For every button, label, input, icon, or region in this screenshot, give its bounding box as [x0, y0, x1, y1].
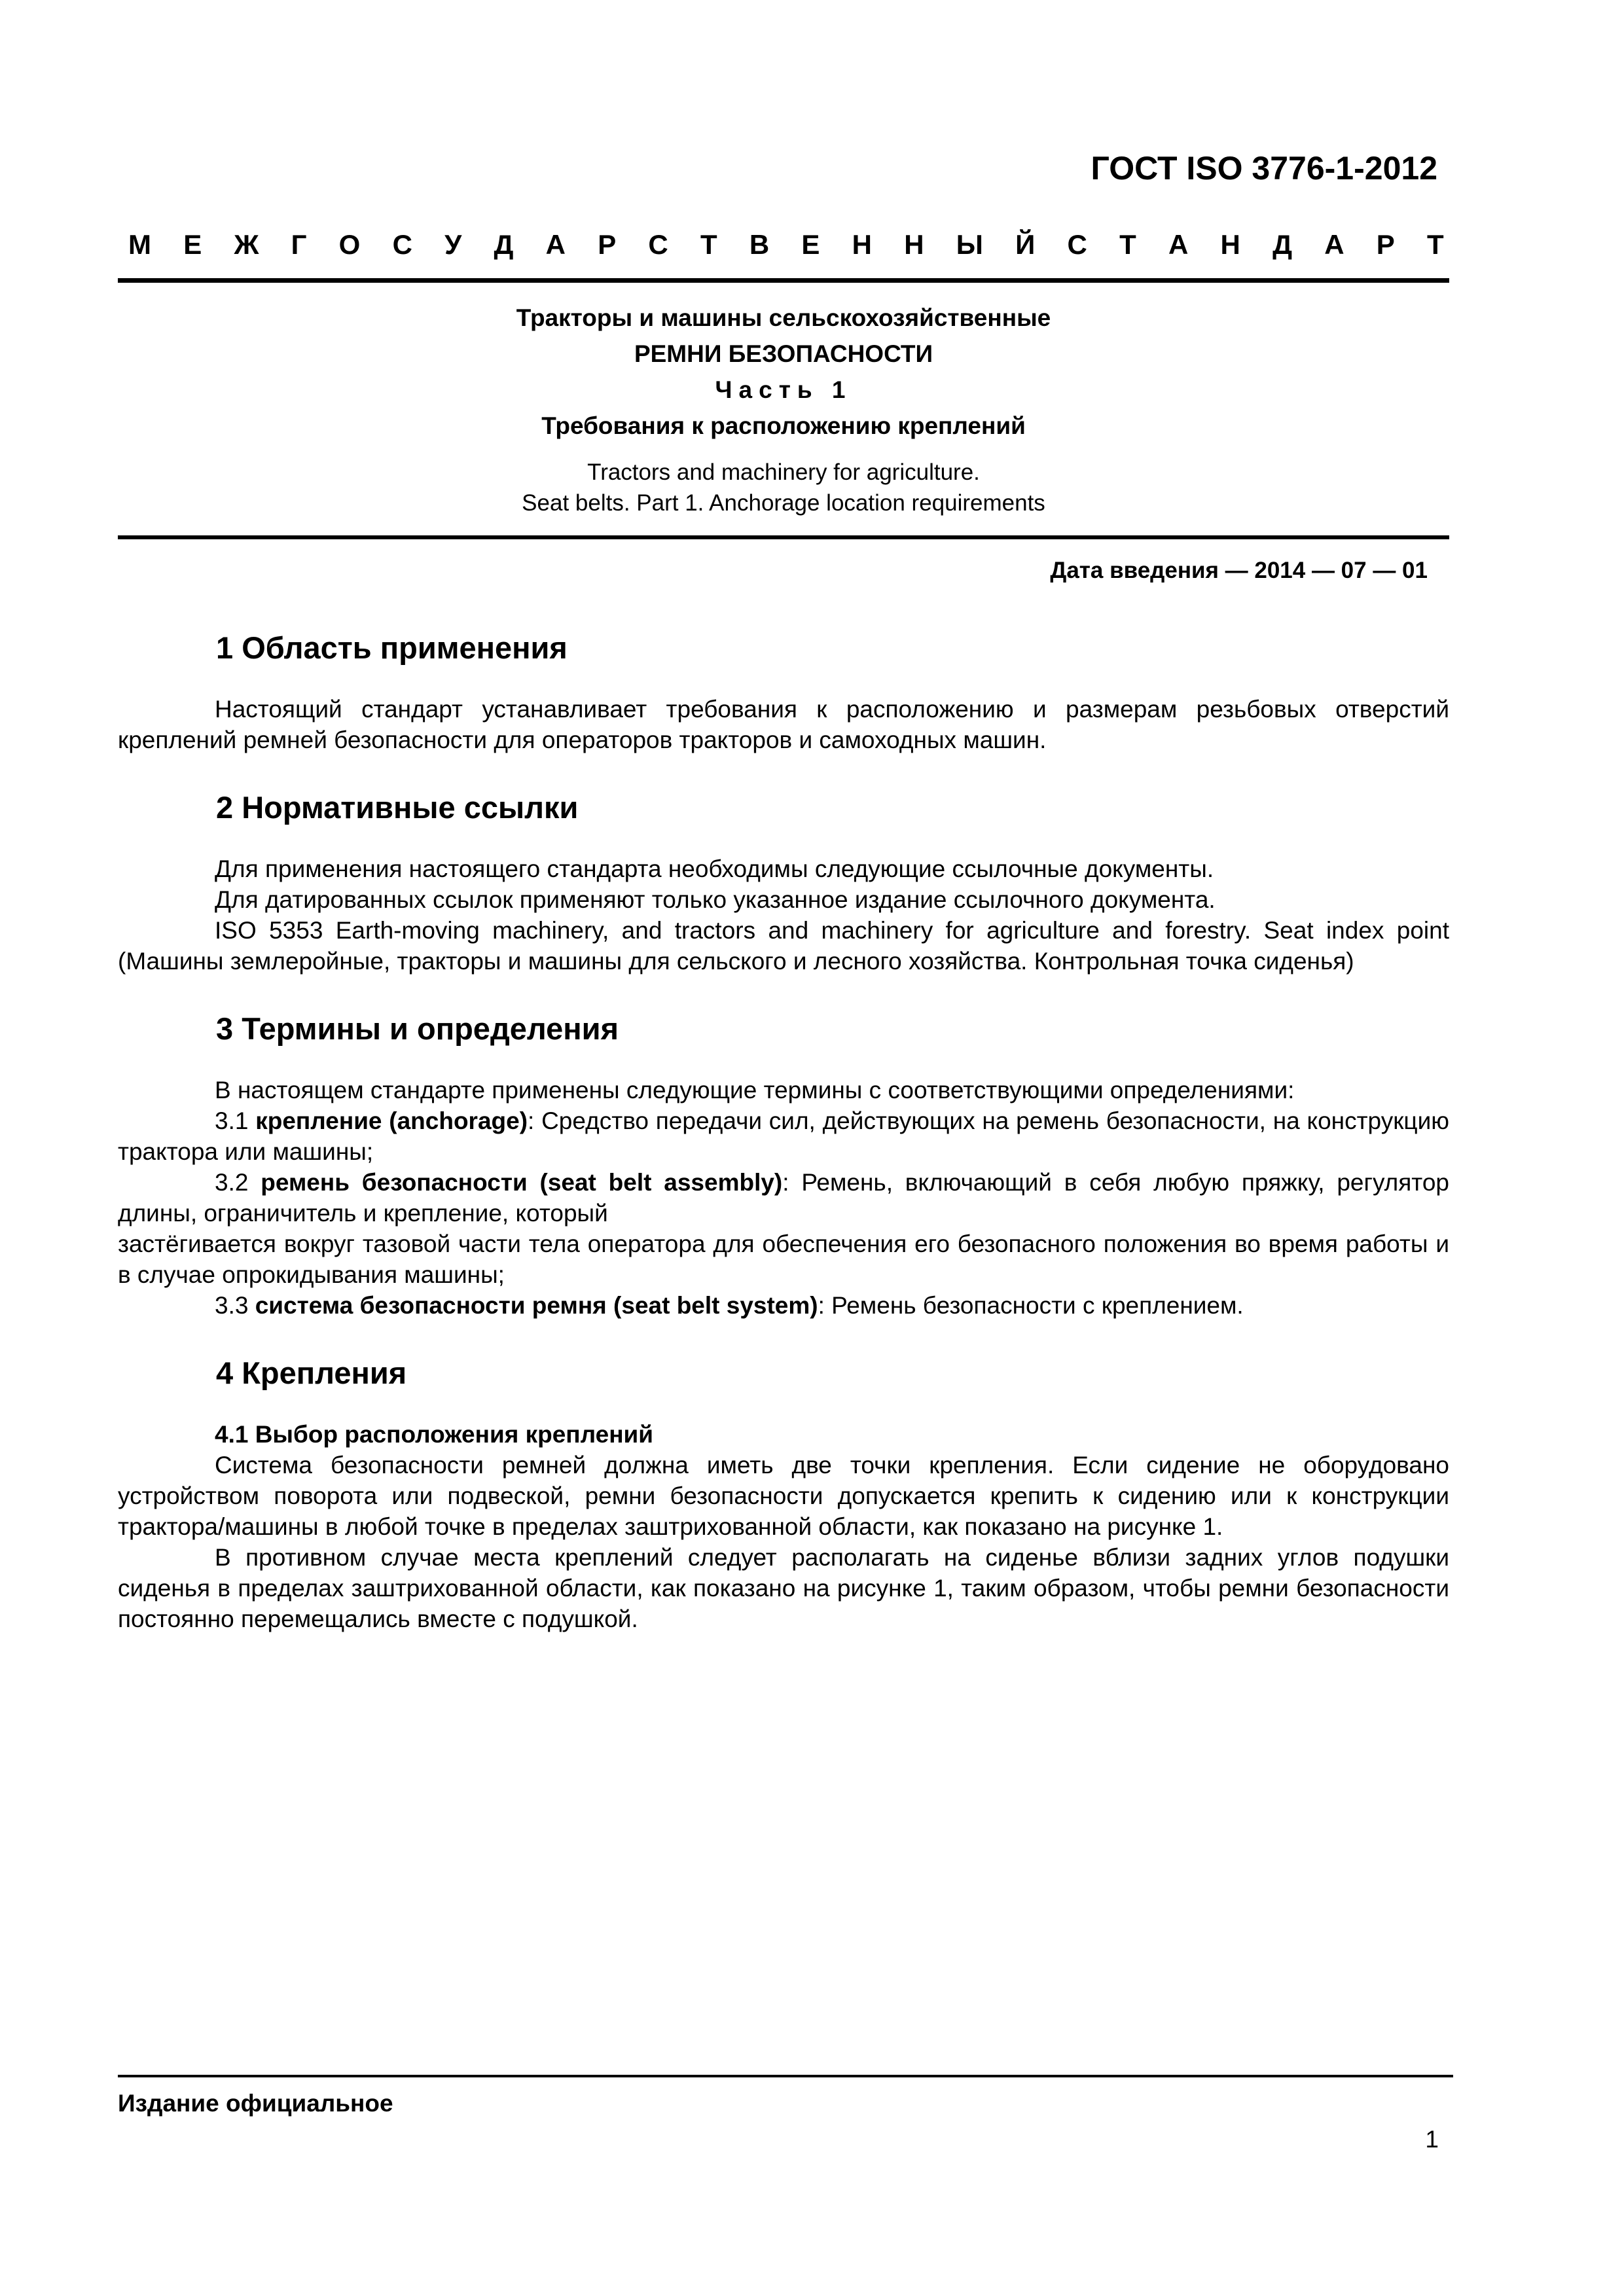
interstate-letter: Г [291, 229, 307, 260]
title-line-1: Тракторы и машины сельскохозяйственные [516, 304, 1051, 331]
english-title-line-2: Seat belts. Part 1. Anchorage location requirements [522, 490, 1045, 516]
interstate-letter: Е [801, 229, 820, 260]
section-4-paragraph-2: В противном случае места креплений следует располагать на сиденье вблизи задних углов подушки сиденья в пределах заштрихованной области, как показано на рисунке 1, таким образом, чтобы ремни безопасности постоянно перемещались вместе с подушкой. [118, 1544, 1449, 1632]
title-line-4: Требования к расположению креплений [541, 412, 1026, 439]
interstate-letter: У [444, 229, 462, 260]
term-3-2-term: ремень безопасности (seat belt assembly) [261, 1169, 783, 1196]
footer-rule [118, 2075, 1453, 2077]
title-rule [118, 535, 1449, 539]
interstate-letter: Й [1015, 229, 1036, 260]
interstate-letter: С [1067, 229, 1087, 260]
term-3-1-definition: : Средство передачи сил, действующих на ремень безопасности, на конструкцию трактора или машины; [118, 1107, 1449, 1165]
interstate-letter: Р [1376, 229, 1395, 260]
section-1-paragraph: Настоящий стандарт устанавливает требования к расположению и размерам резьбовых отверстий креплений ремней безопасности для операторов тракторов и самоходных машин. [118, 696, 1449, 753]
section-2-paragraph-2: Для датированных ссылок применяют только указанное издание ссылочного документа. [215, 886, 1216, 913]
term-3-2-definition: : Ремень, включающий в себя любую пряжку, регулятор длины, ограничитель и крепление, который [118, 1169, 1449, 1227]
interstate-letter: А [1168, 229, 1189, 260]
interstate-letter: Т [1119, 229, 1136, 260]
interstate-letter: Н [904, 229, 924, 260]
section-4-heading: 4 Крепления [216, 1355, 407, 1390]
document-body [118, 628, 1449, 1634]
term-3-2-number: 3.2 [215, 1169, 261, 1196]
official-edition-label: Издание официальное [118, 2090, 393, 2117]
section-3-intro: В настоящем стандарте применены следующие термины с соответствующими определениями: [215, 1077, 1295, 1103]
gost-number: ГОСТ ISO 3776-1-2012 [1091, 150, 1437, 187]
interstate-letter: В [749, 229, 770, 260]
interstate-letter: С [392, 229, 412, 260]
section-1-heading: 1 Область применения [216, 630, 568, 665]
section-2-paragraph-1: Для применения настоящего стандарта необходимы следующие ссылочные документы. [215, 855, 1214, 882]
date-of-introduction: Дата введения — 2014 — 07 — 01 [1050, 558, 1428, 583]
interstate-letter: А [1324, 229, 1344, 260]
page-number: 1 [1425, 2126, 1439, 2153]
section-4-paragraph-1: Система безопасности ремней должна иметь две точки крепления. Если сидение не оборудовано устройством поворота или подвеской, ремни безопасности допускается крепить к сидению или к конструкции трактора/машины в любой точке в пределах заштрихованной области, как показано на рисунке 1. [118, 1452, 1449, 1540]
english-title [118, 457, 1449, 518]
title-block [118, 300, 1449, 518]
term-3-3-definition: : Ремень безопасности с креплением. [818, 1292, 1244, 1319]
interstate-letter: Н [852, 229, 872, 260]
title-line-2: РЕМНИ БЕЗОПАСНОСТИ [634, 340, 933, 367]
english-title-line-1: Tractors and machinery for agriculture. [587, 459, 980, 485]
header-rule [118, 278, 1449, 283]
interstate-letter: Т [700, 229, 717, 260]
interstate-standard-label [128, 229, 1444, 260]
interstate-letter: Д [1272, 229, 1293, 260]
interstate-letter: Т [1427, 229, 1444, 260]
term-3-2-continuation: застёгивается вокруг тазовой части тела оператора для обеспечения его безопасного положения во время работы и в случае опрокидывания машины; [118, 1230, 1449, 1288]
term-3-2 [118, 1167, 1449, 1229]
interstate-letter: Р [598, 229, 617, 260]
term-3-1-number: 3.1 [215, 1107, 256, 1134]
interstate-letter: Ы [956, 229, 983, 260]
interstate-letter: Н [1220, 229, 1240, 260]
interstate-letter: М [128, 229, 151, 260]
term-3-3-term: система безопасности ремня (seat belt system) [255, 1292, 818, 1319]
interstate-letter: О [338, 229, 361, 260]
section-3-heading: 3 Термины и определения [216, 1011, 619, 1046]
term-3-1 [118, 1105, 1449, 1167]
term-3-1-term: крепление (anchorage) [255, 1107, 528, 1134]
interstate-letter: С [648, 229, 668, 260]
interstate-letter: Д [494, 229, 514, 260]
section-2-heading: 2 Нормативные ссылки [216, 790, 579, 825]
interstate-letter: Ж [234, 229, 259, 260]
interstate-letter: Е [183, 229, 202, 260]
term-3-3 [118, 1290, 1449, 1321]
interstate-letter: А [545, 229, 566, 260]
term-3-3-number: 3.3 [215, 1292, 255, 1319]
subsection-4-1-heading: 4.1 Выбор расположения креплений [215, 1421, 654, 1448]
title-part: Часть 1 [715, 376, 852, 403]
section-2-reference-iso5353: ISO 5353 Earth-moving machinery, and tractors and machinery for agriculture and forestry. Seat index point (Машины землеройные, тракторы и машины для сельского и лесного хозяйства. Контрольная точка сиденья) [118, 917, 1449, 975]
